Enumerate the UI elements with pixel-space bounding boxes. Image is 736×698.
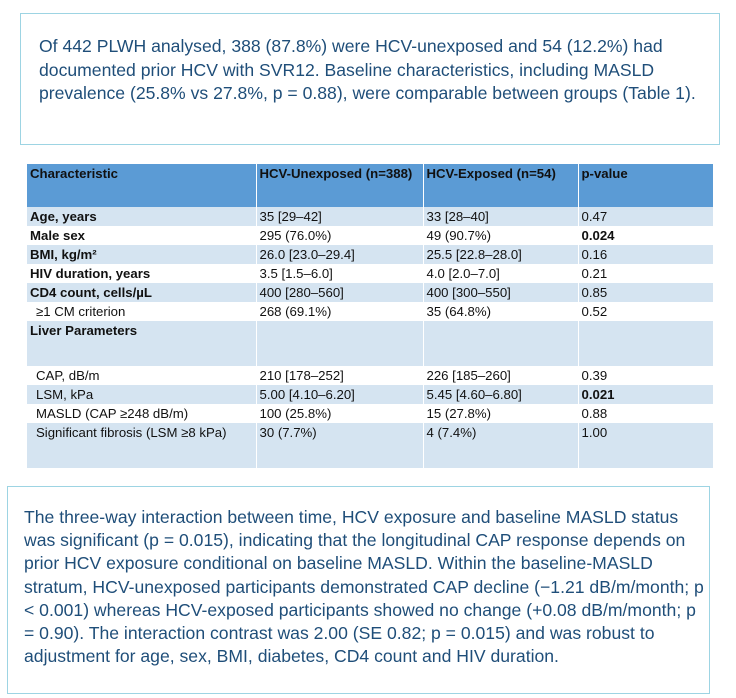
table-spacer-row (27, 442, 713, 468)
cell-unexposed: 35 [29–42] (256, 207, 423, 226)
cell-exposed: 4.0 [2.0–7.0] (423, 264, 578, 283)
row-label: BMI, kg/m² (27, 245, 256, 264)
baseline-characteristics-table (27, 164, 713, 468)
header-hcv-unexposed: HCV-Unexposed (n=388) (256, 164, 423, 207)
cell-unexposed: 5.00 [4.10–6.20] (256, 385, 423, 404)
header-p-value: p-value (578, 164, 713, 207)
cell-exposed: 15 (27.8%) (423, 404, 578, 423)
results-paragraph: The three-way interaction between time, HCV exposure and baseline MASLD status was significant (p = 0.015), indicating that the longitudinal CAP response depends on prior HCV exposure conditional on baseline MASLD. Within the baseline-MASLD stratum, HCV-unexposed participants demonstrated CAP decline (−1.21 dB/m/month; p < 0.001) whereas HCV-exposed participants showed no change (+0.08 dB/m/month; p = 0.90). The interaction contrast was 2.00 (SE 0.82; p = 0.015) and was robust to adjustment for age, sex, BMI, diabetes, CD4 count and HIV duration. (24, 507, 704, 667)
summary-text-box (20, 13, 720, 145)
cell-p-value (578, 321, 713, 340)
table-row (27, 207, 713, 226)
cell-p-value: 0.024 (578, 226, 713, 245)
cell-p-value: 0.021 (578, 385, 713, 404)
cell-p-value: 0.88 (578, 404, 713, 423)
cell-exposed: 226 [185–260] (423, 366, 578, 385)
table-row (27, 385, 713, 404)
cell-exposed: 5.45 [4.60–6.80] (423, 385, 578, 404)
summary-paragraph: Of 442 PLWH analysed, 388 (87.8%) were HCV-unexposed and 54 (12.2%) had documented prior HCV with SVR12. Baseline characteristics, including MASLD prevalence (25.8% vs 27.8%, p = 0.88), were comparable between groups (Table 1). (39, 36, 696, 103)
table-spacer-row (27, 340, 713, 366)
row-label: ≥1 CM criterion (27, 302, 256, 321)
section-label: Liver Parameters (27, 321, 256, 340)
row-label: HIV duration, years (27, 264, 256, 283)
header-characteristic: Characteristic (27, 164, 256, 207)
table-row (27, 283, 713, 302)
cell-unexposed: 26.0 [23.0–29.4] (256, 245, 423, 264)
cell-p-value: 0.39 (578, 366, 713, 385)
cell-exposed: 4 (7.4%) (423, 423, 578, 442)
table-row (27, 264, 713, 283)
cell-exposed: 25.5 [22.8–28.0] (423, 245, 578, 264)
results-text-box (7, 486, 710, 694)
cell-p-value: 0.52 (578, 302, 713, 321)
row-label: Significant fibrosis (LSM ≥8 kPa) (27, 423, 256, 442)
cell-unexposed: 210 [178–252] (256, 366, 423, 385)
row-label: Male sex (27, 226, 256, 245)
cell-exposed: 49 (90.7%) (423, 226, 578, 245)
cell-p-value: 0.47 (578, 207, 713, 226)
table-row (27, 226, 713, 245)
table-row (27, 245, 713, 264)
cell-unexposed: 3.5 [1.5–6.0] (256, 264, 423, 283)
cell-exposed (423, 321, 578, 340)
table-row (27, 423, 713, 442)
cell-unexposed (256, 321, 423, 340)
header-hcv-exposed: HCV-Exposed (n=54) (423, 164, 578, 207)
table-section-row (27, 321, 713, 340)
cell-exposed: 33 [28–40] (423, 207, 578, 226)
row-label: MASLD (CAP ≥248 dB/m) (27, 404, 256, 423)
cell-p-value: 0.85 (578, 283, 713, 302)
cell-unexposed: 400 [280–560] (256, 283, 423, 302)
cell-p-value: 0.21 (578, 264, 713, 283)
row-label: LSM, kPa (27, 385, 256, 404)
cell-unexposed: 100 (25.8%) (256, 404, 423, 423)
cell-exposed: 35 (64.8%) (423, 302, 578, 321)
row-label: CD4 count, cells/µL (27, 283, 256, 302)
cell-unexposed: 30 (7.7%) (256, 423, 423, 442)
table-header-row (27, 164, 713, 207)
table-row (27, 404, 713, 423)
table-row (27, 302, 713, 321)
cell-unexposed: 295 (76.0%) (256, 226, 423, 245)
cell-exposed: 400 [300–550] (423, 283, 578, 302)
cell-p-value: 0.16 (578, 245, 713, 264)
cell-unexposed: 268 (69.1%) (256, 302, 423, 321)
cell-p-value: 1.00 (578, 423, 713, 442)
row-label: Age, years (27, 207, 256, 226)
row-label: CAP, dB/m (27, 366, 256, 385)
table-row (27, 366, 713, 385)
